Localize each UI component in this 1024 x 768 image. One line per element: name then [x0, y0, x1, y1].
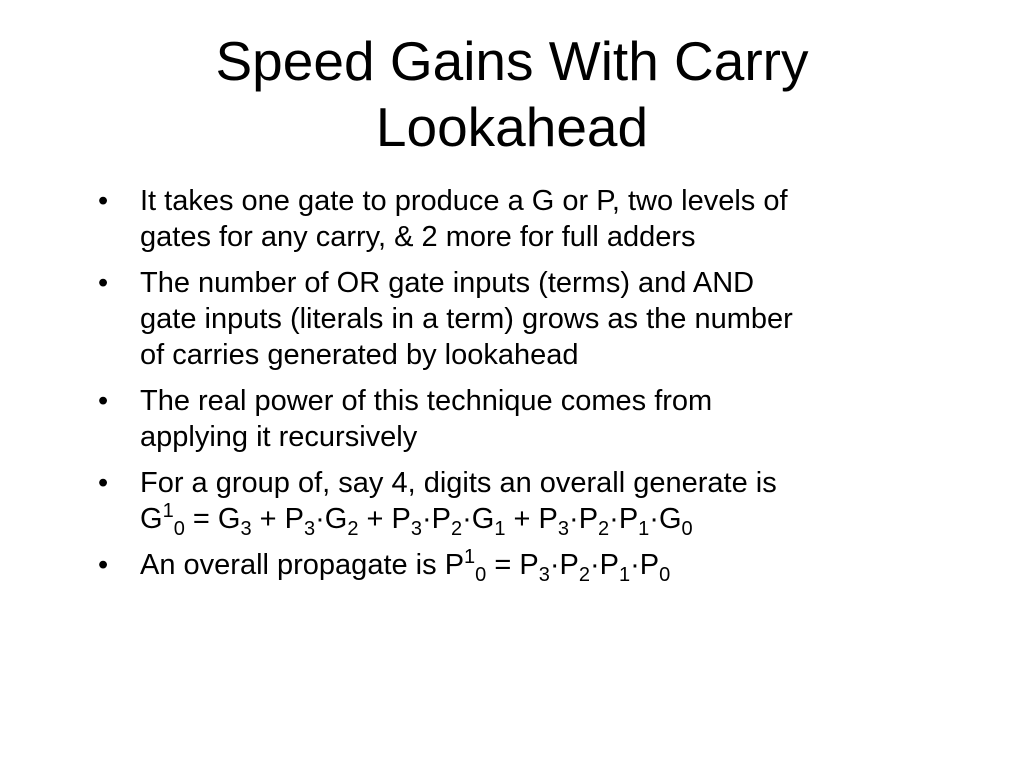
bullet-text: An overall propagate is	[140, 549, 445, 581]
formula-symbol: P	[284, 503, 304, 535]
formula-operator: ·	[421, 503, 432, 535]
formula-symbol: G	[658, 503, 682, 535]
bullet-item	[98, 465, 928, 540]
formula-superscript: 1	[464, 546, 476, 568]
title-line-2: Lookahead	[375, 96, 649, 158]
bullet-text-line: The number of OR gate inputs (terms) and AND	[140, 267, 755, 299]
formula-symbol: G	[217, 503, 241, 535]
formula-subscript: 0	[475, 564, 487, 586]
formula-symbol: P	[431, 503, 451, 535]
bullet-dot-icon: •	[98, 267, 109, 299]
formula-subscript: 2	[598, 518, 610, 540]
bullet-list	[98, 183, 928, 593]
formula-symbol: G	[324, 503, 348, 535]
bullet-text-line: of carries generated by lookahead	[140, 339, 579, 371]
formula-subscript: 3	[303, 518, 316, 540]
formula-symbol: P	[639, 549, 660, 581]
formula-subscript: 2	[451, 518, 463, 540]
formula-operator: =	[486, 549, 520, 581]
formula-subscript: 1	[494, 518, 506, 540]
formula-symbol: P	[538, 503, 558, 535]
formula-subscript: 2	[578, 564, 590, 586]
bullet-dot-icon: •	[98, 467, 109, 499]
generate-formula	[140, 500, 928, 540]
formula-symbol: P	[444, 549, 465, 581]
formula-operator: ·	[609, 503, 619, 535]
bullet-dot-icon: •	[98, 385, 109, 417]
formula-symbol: P	[618, 503, 639, 535]
bullet-item	[98, 183, 928, 255]
formula-subscript: 3	[410, 518, 422, 540]
formula-subscript: 0	[681, 518, 693, 540]
formula-operator: ·	[630, 549, 640, 581]
bullet-text-line: applying it recursively	[140, 421, 418, 453]
formula-symbol: P	[519, 549, 539, 581]
formula-operator: +	[358, 503, 392, 535]
formula-operator: ·	[462, 503, 472, 535]
formula-subscript: 1	[618, 564, 631, 586]
bullet-item	[98, 546, 928, 586]
formula-operator: ·	[549, 549, 560, 581]
formula-operator: ·	[569, 503, 579, 535]
formula-subscript: 3	[240, 518, 252, 540]
formula-symbol: P	[391, 503, 411, 535]
formula-subscript: 3	[538, 564, 550, 586]
formula-operator: ·	[649, 503, 659, 535]
formula-operator: ·	[315, 503, 325, 535]
formula-superscript: 1	[162, 500, 174, 522]
formula-operator: +	[251, 503, 285, 535]
formula-subscript: 0	[173, 518, 185, 540]
formula-symbol: G	[140, 503, 163, 535]
bullet-dot-icon: •	[98, 549, 109, 581]
formula-operator: ·	[589, 549, 600, 581]
title-line-1: Speed Gains With Carry	[215, 30, 809, 92]
formula-symbol: G	[471, 503, 495, 535]
formula-operator: +	[505, 503, 539, 535]
formula-symbol: P	[559, 549, 579, 581]
bullet-item	[98, 383, 928, 455]
formula-symbol: P	[599, 549, 619, 581]
formula-operator: =	[184, 503, 218, 535]
bullet-text-line: It takes one gate to produce a G or P, two levels of	[140, 185, 788, 217]
slide-title	[112, 28, 912, 160]
bullet-text-line: For a group of, say 4, digits an overall generate is	[140, 467, 777, 499]
bullet-text-line: gate inputs (literals in a term) grows as the number	[140, 303, 793, 335]
bullet-text-line: gates for any carry, & 2 more for full adders	[140, 221, 696, 253]
formula-subscript: 2	[347, 518, 359, 540]
bullet-dot-icon: •	[98, 185, 109, 217]
formula-subscript: 1	[638, 518, 650, 540]
propagate-line	[140, 546, 928, 586]
bullet-text-line: The real power of this technique comes from	[140, 385, 713, 417]
formula-subscript: 0	[659, 564, 671, 586]
bullet-item	[98, 265, 928, 373]
formula-symbol: P	[578, 503, 599, 535]
formula-subscript: 3	[557, 518, 570, 540]
